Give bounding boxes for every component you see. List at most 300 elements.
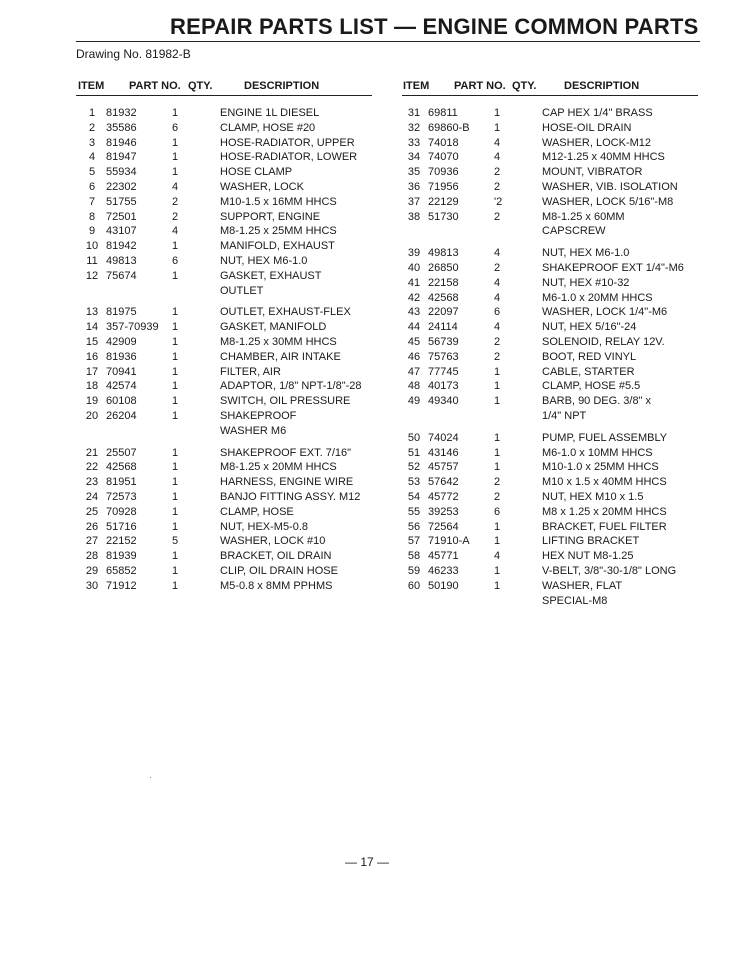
part-number: 49813 <box>106 254 137 267</box>
table-row <box>400 365 712 380</box>
item-number: 22 <box>85 461 99 474</box>
table-row <box>78 320 350 335</box>
item-number: 55 <box>407 505 421 518</box>
quantity: 6 <box>494 505 501 518</box>
quantity: 2 <box>494 210 501 223</box>
page-title: REPAIR PARTS LIST — ENGINE COMMON PARTS <box>170 14 699 39</box>
description: MANIFOLD, EXHAUST <box>220 240 335 253</box>
part-number: 39253 <box>428 505 459 518</box>
table-row <box>400 579 712 594</box>
quantity: 6 <box>172 254 179 267</box>
part-number: 46233 <box>428 564 459 577</box>
item-number: 38 <box>407 210 421 223</box>
right-header-part-no: PART NO. <box>454 80 506 92</box>
item-number: 27 <box>85 535 99 548</box>
left-header-item: ITEM <box>78 80 105 92</box>
part-number: 81939 <box>106 550 137 563</box>
item-number: 2 <box>88 121 96 134</box>
part-number: 49813 <box>428 247 459 260</box>
description: FILTER, AIR <box>220 365 281 378</box>
description: WASHER, FLAT <box>542 579 623 592</box>
quantity: 1 <box>172 520 179 533</box>
table-row <box>78 409 350 424</box>
left-header-rule <box>76 95 372 96</box>
item-number: 5 <box>88 166 96 179</box>
left-header-qty: QTY. <box>188 80 213 92</box>
part-number: 45772 <box>428 490 459 503</box>
item-number: 42 <box>407 291 421 304</box>
quantity: '2 <box>494 195 503 208</box>
part-number: 71910-A <box>428 535 470 548</box>
item-number: 47 <box>407 365 421 378</box>
item-number: 46 <box>407 350 421 363</box>
table-row <box>78 424 350 439</box>
item-number: 19 <box>85 395 99 408</box>
description: SHAKEPROOF EXT. 7/16" <box>220 446 352 459</box>
item-number: 48 <box>407 380 421 393</box>
description: V-BELT, 3/8"-30-1/8" LONG <box>542 564 677 577</box>
item-number: 25 <box>85 505 99 518</box>
description: BARB, 90 DEG. 3/8" x <box>542 395 652 408</box>
description: M8-1.25 x 30MM HHCS <box>220 335 337 348</box>
table-row <box>400 195 712 210</box>
quantity: 1 <box>494 380 501 393</box>
quantity: 1 <box>172 446 179 459</box>
item-number: 34 <box>407 151 421 164</box>
table-row <box>78 305 350 320</box>
description: SHAKEPROOF EXT 1/4"-M6 <box>542 261 684 274</box>
part-number: 51716 <box>106 520 137 533</box>
part-number: 43146 <box>428 446 459 459</box>
item-number <box>400 594 428 609</box>
table-row <box>400 505 712 520</box>
table-row <box>400 534 712 549</box>
table-row <box>400 350 712 365</box>
description: PUMP, FUEL ASSEMBLY <box>542 431 668 444</box>
part-number: 81946 <box>106 136 137 149</box>
item-number: 21 <box>85 446 99 459</box>
scan-speck <box>150 777 151 778</box>
description: CLAMP, HOSE <box>220 505 294 518</box>
table-row <box>78 195 350 210</box>
quantity: 1 <box>172 350 179 363</box>
part-number: 25507 <box>106 446 137 459</box>
table-row <box>78 254 350 269</box>
description: BRACKET, FUEL FILTER <box>542 520 667 533</box>
item-number: 45 <box>407 335 421 348</box>
part-number: 70936 <box>428 166 459 179</box>
quantity <box>494 224 542 239</box>
description: WASHER, LOCK 5/16"-M8 <box>542 195 674 208</box>
description: NUT, HEX #10-32 <box>542 276 630 289</box>
part-number: 74018 <box>428 136 459 149</box>
part-number <box>428 594 494 609</box>
quantity: 1 <box>494 461 501 474</box>
description: HOSE CLAMP <box>220 166 293 179</box>
part-number: 22097 <box>428 306 459 319</box>
part-number: 40173 <box>428 380 459 393</box>
part-number: 22152 <box>106 535 137 548</box>
part-number: 75674 <box>106 269 137 282</box>
part-number: 81942 <box>106 240 137 253</box>
item-number: 50 <box>407 431 421 444</box>
part-number: 57642 <box>428 476 459 489</box>
description: CHAMBER, AIR INTAKE <box>220 350 341 363</box>
quantity: 1 <box>172 365 179 378</box>
quantity: 1 <box>494 431 501 444</box>
table-row <box>400 136 712 151</box>
quantity: 1 <box>172 564 179 577</box>
item-number: 30 <box>85 579 99 592</box>
table-row <box>78 284 350 299</box>
table-row <box>400 106 712 121</box>
table-row <box>78 165 350 180</box>
item-number: 31 <box>407 107 421 119</box>
table-row <box>78 520 350 535</box>
quantity: 1 <box>494 395 501 408</box>
table-row <box>400 379 712 394</box>
description: WASHER, LOCK <box>220 180 304 193</box>
description: HOSE-RADIATOR, UPPER <box>220 136 355 149</box>
part-number: 55934 <box>106 166 137 179</box>
part-number: 72573 <box>106 490 137 503</box>
item-number: 59 <box>407 564 421 577</box>
quantity: 1 <box>172 550 179 563</box>
item-number: 23 <box>85 476 99 489</box>
part-number: 81951 <box>106 476 137 489</box>
table-row <box>400 394 712 409</box>
quantity: 1 <box>172 461 179 474</box>
table-row <box>78 365 350 380</box>
part-number: 81975 <box>106 306 137 319</box>
quantity: 4 <box>494 291 501 304</box>
quantity: 4 <box>494 247 501 260</box>
item-number: 43 <box>407 306 421 319</box>
part-number: 50190 <box>428 579 459 592</box>
part-number: 72501 <box>106 210 137 223</box>
item-number <box>78 424 106 439</box>
description: CLAMP, HOSE #5.5 <box>542 380 641 393</box>
item-number: 32 <box>407 121 421 134</box>
quantity: 4 <box>172 225 179 238</box>
item-number: 10 <box>85 240 99 253</box>
description: 1/4" NPT <box>542 409 587 422</box>
table-row <box>78 394 350 409</box>
table-row <box>400 121 712 136</box>
table-row <box>78 239 350 254</box>
item-number: 16 <box>85 350 99 363</box>
table-row <box>400 276 712 291</box>
item-number: 28 <box>85 550 99 563</box>
quantity: 2 <box>494 490 501 503</box>
part-number: 72564 <box>428 520 459 533</box>
part-number <box>428 409 494 424</box>
table-row <box>78 180 350 195</box>
title-underline <box>76 41 700 42</box>
part-number: 26204 <box>106 409 137 422</box>
description: M10 x 1.5 x 40MM HHCS <box>542 476 667 489</box>
table-row <box>400 335 712 350</box>
description: HOSE-OIL DRAIN <box>542 121 632 134</box>
description: NUT, HEX M6-1.0 <box>220 254 308 267</box>
table-row <box>78 534 350 549</box>
description: M10-1.0 x 25MM HHCS <box>542 461 659 474</box>
quantity: 4 <box>494 321 501 334</box>
description: MOUNT, VIBRATOR <box>542 166 643 179</box>
table-row <box>400 564 712 579</box>
part-number: 42909 <box>106 335 137 348</box>
table-row <box>400 594 712 609</box>
table-row <box>400 490 712 505</box>
part-number: 42568 <box>106 461 137 474</box>
table-row <box>400 520 712 535</box>
left-header-description: DESCRIPTION <box>244 80 320 92</box>
description: ADAPTOR, 1/8" NPT-1/8"-28 <box>220 380 362 393</box>
description: LIFTING BRACKET <box>542 535 640 548</box>
part-number: 51730 <box>428 210 459 223</box>
table-row <box>400 320 712 335</box>
table-row <box>78 224 350 239</box>
description: NUT, HEX M10 x 1.5 <box>542 490 644 503</box>
part-number: 69860-B <box>428 121 470 134</box>
quantity: 1 <box>172 306 179 319</box>
item-number <box>400 224 428 239</box>
quantity: 6 <box>172 121 179 134</box>
description: M12-1.25 x 40MM HHCS <box>542 151 665 164</box>
description: GASKET, MANIFOLD <box>220 321 327 334</box>
table-row <box>400 150 712 165</box>
part-number: 26850 <box>428 261 459 274</box>
quantity <box>494 594 542 609</box>
part-number: 42568 <box>428 291 459 304</box>
quantity: 4 <box>172 180 179 193</box>
table-row <box>400 224 712 239</box>
table-row <box>78 379 362 394</box>
page-number: — 17 — <box>344 855 389 869</box>
table-row <box>78 579 350 594</box>
description: M6-1.0 x 20MM HHCS <box>542 291 653 304</box>
description: M8-1.25 x 20MM HHCS <box>220 461 337 474</box>
part-number: 81947 <box>106 151 137 164</box>
quantity: 1 <box>494 520 501 533</box>
description: HOSE-RADIATOR, LOWER <box>220 151 358 164</box>
quantity: 1 <box>494 365 501 378</box>
part-number: 45771 <box>428 550 459 563</box>
table-row <box>400 460 712 475</box>
item-number: 49 <box>407 395 421 408</box>
item-number: 9 <box>88 225 96 238</box>
item-number: 54 <box>407 490 421 503</box>
item-number: 13 <box>85 306 99 319</box>
item-number: 12 <box>85 269 99 282</box>
quantity: 1 <box>172 107 179 119</box>
item-number: 41 <box>407 276 421 289</box>
part-number: 71912 <box>106 579 137 592</box>
quantity: 1 <box>172 409 179 422</box>
item-number: 1 <box>88 107 96 119</box>
item-number: 60 <box>407 579 421 592</box>
table-row <box>78 210 350 225</box>
description: NUT, HEX M6-1.0 <box>542 247 630 260</box>
table-row <box>78 150 358 165</box>
part-number: 71956 <box>428 180 459 193</box>
table-row <box>400 305 712 320</box>
quantity: 6 <box>494 306 501 319</box>
quantity <box>172 424 220 439</box>
table-row <box>400 165 712 180</box>
item-number: 3 <box>88 136 96 149</box>
item-number: 8 <box>88 210 96 223</box>
item-number: 37 <box>407 195 421 208</box>
description: CABLE, STARTER <box>542 365 635 378</box>
quantity: 2 <box>494 476 501 489</box>
table-row <box>78 446 350 461</box>
description: CLAMP, HOSE #20 <box>220 121 316 134</box>
quantity: 1 <box>172 269 179 282</box>
description: CLIP, OIL DRAIN HOSE <box>220 564 338 577</box>
part-number: 74024 <box>428 431 459 444</box>
quantity: 1 <box>172 505 179 518</box>
description: SOLENOID, RELAY 12V. <box>542 335 665 348</box>
table-row <box>78 136 355 151</box>
item-number: 40 <box>407 261 421 274</box>
part-number: 74070 <box>428 151 459 164</box>
item-number: 14 <box>85 321 99 334</box>
item-number: 56 <box>407 520 421 533</box>
description: WASHER, LOCK #10 <box>220 535 326 548</box>
quantity: 1 <box>172 136 179 149</box>
quantity: 5 <box>172 535 179 548</box>
part-number: 60108 <box>106 395 137 408</box>
description: NUT, HEX 5/16"-24 <box>542 321 637 334</box>
quantity: 1 <box>172 240 179 253</box>
quantity: 4 <box>494 136 501 149</box>
table-row <box>400 246 712 261</box>
quantity: 2 <box>494 180 501 193</box>
part-number: 70928 <box>106 505 137 518</box>
item-number: 20 <box>85 409 99 422</box>
table-row <box>78 121 350 136</box>
part-number: 56739 <box>428 335 459 348</box>
table-row <box>78 475 354 490</box>
description: WASHER, LOCK 1/4"-M6 <box>542 306 668 319</box>
description: SWITCH, OIL PRESSURE <box>220 395 351 408</box>
quantity: 4 <box>494 276 501 289</box>
description: GASKET, EXHAUST <box>220 269 322 282</box>
part-number: 49340 <box>428 395 459 408</box>
quantity: 1 <box>172 476 179 489</box>
left-header-part-no: PART NO. <box>129 80 181 92</box>
description: HEX NUT M8-1.25 <box>542 550 634 563</box>
table-row <box>400 210 712 225</box>
item-number: 17 <box>85 365 99 378</box>
quantity: 1 <box>494 564 501 577</box>
part-number: 22302 <box>106 180 137 193</box>
quantity <box>172 284 220 299</box>
part-number: 42574 <box>106 380 137 393</box>
item-number: 29 <box>85 564 99 577</box>
quantity: 1 <box>172 490 179 503</box>
description: ENGINE 1L DIESEL <box>220 107 320 119</box>
table-row <box>400 291 712 306</box>
table-row <box>400 431 712 446</box>
description: CAPSCREW <box>542 225 606 238</box>
item-number: 24 <box>85 490 99 503</box>
item-number <box>78 284 106 299</box>
item-number: 39 <box>407 247 421 260</box>
part-number: 35586 <box>106 121 137 134</box>
quantity: 2 <box>494 166 501 179</box>
quantity: 1 <box>494 535 501 548</box>
part-number: 51755 <box>106 195 137 208</box>
quantity: 1 <box>172 321 179 334</box>
part-number: 45757 <box>428 461 459 474</box>
quantity: 1 <box>172 166 179 179</box>
quantity: 2 <box>172 210 179 223</box>
quantity: 2 <box>494 335 501 348</box>
item-number: 33 <box>407 136 421 149</box>
part-number: 65852 <box>106 564 137 577</box>
item-number: 6 <box>88 180 96 193</box>
part-number: 357-70939 <box>106 321 159 334</box>
description: BOOT, RED VINYL <box>542 350 637 363</box>
quantity: 1 <box>172 151 179 164</box>
table-row <box>78 335 350 350</box>
quantity: 2 <box>172 195 179 208</box>
right-header-description: DESCRIPTION <box>564 80 640 92</box>
description: M8 x 1.25 x 20MM HHCS <box>542 505 667 518</box>
quantity: 1 <box>494 579 501 592</box>
item-number: 58 <box>407 550 421 563</box>
item-number: 15 <box>85 335 99 348</box>
quantity: 1 <box>494 107 501 119</box>
item-number: 11 <box>86 254 98 267</box>
part-number: 81932 <box>106 107 137 119</box>
table-row <box>78 106 350 121</box>
part-number: 22129 <box>428 195 459 208</box>
table-row <box>78 460 350 475</box>
description: SUPPORT, ENGINE <box>220 210 321 223</box>
description: SPECIAL-M8 <box>542 594 608 607</box>
part-number: 43107 <box>106 225 137 238</box>
table-row <box>78 564 350 579</box>
description: M10-1.5 x 16MM HHCS <box>220 195 337 208</box>
right-parts-list <box>400 106 712 608</box>
description: M8-1.25 x 25MM HHCS <box>220 225 337 238</box>
description: SHAKEPROOF <box>220 409 297 422</box>
table-row <box>400 180 712 195</box>
description: OUTLET, EXHAUST-FLEX <box>220 306 351 319</box>
quantity: 4 <box>494 550 501 563</box>
part-number: 70941 <box>106 365 137 378</box>
part-number: 75763 <box>428 350 459 363</box>
quantity: 1 <box>172 380 179 393</box>
item-number: 7 <box>88 195 96 208</box>
table-row <box>400 446 712 461</box>
part-number: 77745 <box>428 365 459 378</box>
description: NUT, HEX-M5-0.8 <box>220 520 309 533</box>
description: M5-0.8 x 8MM PPHMS <box>220 579 333 592</box>
right-header-qty: QTY. <box>512 80 537 92</box>
table-row <box>400 261 712 276</box>
table-row <box>78 549 350 564</box>
quantity: 1 <box>172 395 179 408</box>
quantity: 1 <box>494 121 501 134</box>
table-row <box>78 505 350 520</box>
item-number: 44 <box>407 321 421 334</box>
description: CAP HEX 1/4" BRASS <box>542 107 653 119</box>
item-number: 26 <box>85 520 99 533</box>
